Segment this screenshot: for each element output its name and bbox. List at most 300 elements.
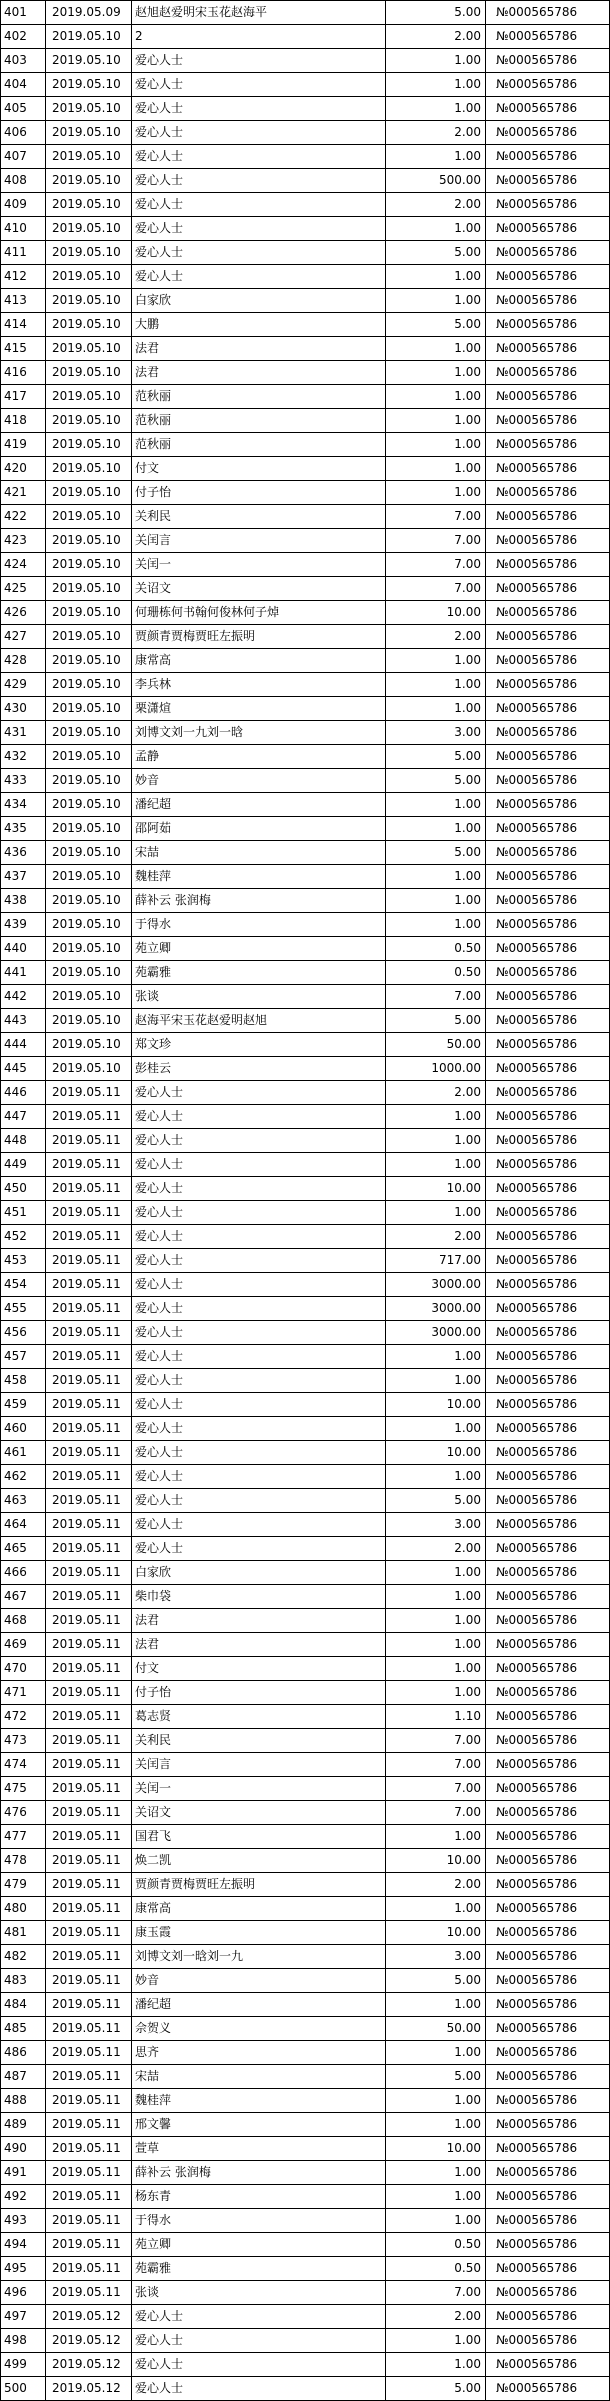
row-number-cell: 413 bbox=[1, 289, 46, 313]
table-row bbox=[1, 769, 610, 793]
donation-date-cell: 2019.05.10 bbox=[46, 1033, 132, 1057]
receipt-number-cell: №000565786 bbox=[486, 1321, 610, 1345]
donor-name-cell: 爱心人士 bbox=[132, 2353, 386, 2377]
row-number-cell: 452 bbox=[1, 1225, 46, 1249]
row-number-cell: 443 bbox=[1, 1009, 46, 1033]
donation-amount-cell: 2.00 bbox=[386, 1081, 486, 1105]
donation-date-cell: 2019.05.10 bbox=[46, 289, 132, 313]
row-number-cell: 448 bbox=[1, 1129, 46, 1153]
table-row bbox=[1, 1513, 610, 1537]
receipt-number-cell: №000565786 bbox=[486, 1729, 610, 1753]
donation-amount-cell: 1.00 bbox=[386, 289, 486, 313]
row-number-cell: 405 bbox=[1, 97, 46, 121]
table-row bbox=[1, 745, 610, 769]
row-number-cell: 428 bbox=[1, 649, 46, 673]
donor-name-cell: 魏桂萍 bbox=[132, 865, 386, 889]
donation-date-cell: 2019.05.11 bbox=[46, 1417, 132, 1441]
donation-amount-cell: 1.00 bbox=[386, 1345, 486, 1369]
table-row bbox=[1, 2233, 610, 2257]
donation-amount-cell: 10.00 bbox=[386, 1921, 486, 1945]
donation-date-cell: 2019.05.10 bbox=[46, 409, 132, 433]
table-row bbox=[1, 1, 610, 25]
donor-name-cell: 刘博文刘一九刘一晗 bbox=[132, 721, 386, 745]
donation-amount-cell: 1.00 bbox=[386, 385, 486, 409]
donation-amount-cell: 5.00 bbox=[386, 769, 486, 793]
donor-name-cell: 爱心人士 bbox=[132, 1513, 386, 1537]
table-row bbox=[1, 385, 610, 409]
table-row bbox=[1, 169, 610, 193]
donation-date-cell: 2019.05.10 bbox=[46, 649, 132, 673]
row-number-cell: 406 bbox=[1, 121, 46, 145]
donation-amount-cell: 1.00 bbox=[386, 409, 486, 433]
table-row bbox=[1, 1969, 610, 1993]
row-number-cell: 459 bbox=[1, 1393, 46, 1417]
table-row bbox=[1, 1753, 610, 1777]
row-number-cell: 403 bbox=[1, 49, 46, 73]
row-number-cell: 414 bbox=[1, 313, 46, 337]
table-row bbox=[1, 1537, 610, 1561]
table-row bbox=[1, 73, 610, 97]
row-number-cell: 474 bbox=[1, 1753, 46, 1777]
donation-amount-cell: 7.00 bbox=[386, 577, 486, 601]
donation-amount-cell: 3.00 bbox=[386, 721, 486, 745]
receipt-number-cell: №000565786 bbox=[486, 1873, 610, 1897]
table-row bbox=[1, 961, 610, 985]
row-number-cell: 411 bbox=[1, 241, 46, 265]
donation-amount-cell: 10.00 bbox=[386, 1441, 486, 1465]
donor-name-cell: 柴巾袋 bbox=[132, 1585, 386, 1609]
donor-name-cell: 于得水 bbox=[132, 913, 386, 937]
row-number-cell: 497 bbox=[1, 2305, 46, 2329]
donation-amount-cell: 1.00 bbox=[386, 2113, 486, 2137]
row-number-cell: 402 bbox=[1, 25, 46, 49]
donation-amount-cell: 5.00 bbox=[386, 1009, 486, 1033]
donation-amount-cell: 7.00 bbox=[386, 1801, 486, 1825]
donation-date-cell: 2019.05.11 bbox=[46, 1993, 132, 2017]
donor-name-cell: 关利民 bbox=[132, 1729, 386, 1753]
donor-name-cell: 张谈 bbox=[132, 985, 386, 1009]
table-row bbox=[1, 841, 610, 865]
donation-amount-cell: 1.00 bbox=[386, 481, 486, 505]
table-row bbox=[1, 49, 610, 73]
table-row bbox=[1, 1945, 610, 1969]
donation-date-cell: 2019.05.10 bbox=[46, 865, 132, 889]
donation-amount-cell: 1.00 bbox=[386, 145, 486, 169]
donation-date-cell: 2019.05.11 bbox=[46, 2089, 132, 2113]
row-number-cell: 410 bbox=[1, 217, 46, 241]
donation-amount-cell: 7.00 bbox=[386, 505, 486, 529]
receipt-number-cell: №000565786 bbox=[486, 361, 610, 385]
donation-amount-cell: 1.00 bbox=[386, 1465, 486, 1489]
receipt-number-cell: №000565786 bbox=[486, 673, 610, 697]
donor-name-cell: 法君 bbox=[132, 361, 386, 385]
donation-amount-cell: 1.00 bbox=[386, 889, 486, 913]
donor-name-cell: 白家欣 bbox=[132, 1561, 386, 1585]
donation-date-cell: 2019.05.10 bbox=[46, 577, 132, 601]
receipt-number-cell: №000565786 bbox=[486, 1, 610, 25]
receipt-number-cell: №000565786 bbox=[486, 1849, 610, 1873]
donation-date-cell: 2019.05.10 bbox=[46, 985, 132, 1009]
donation-date-cell: 2019.05.11 bbox=[46, 1777, 132, 1801]
receipt-number-cell: №000565786 bbox=[486, 337, 610, 361]
row-number-cell: 463 bbox=[1, 1489, 46, 1513]
donation-amount-cell: 1.00 bbox=[386, 1369, 486, 1393]
donor-name-cell: 关诏文 bbox=[132, 577, 386, 601]
donation-date-cell: 2019.05.10 bbox=[46, 913, 132, 937]
row-number-cell: 472 bbox=[1, 1705, 46, 1729]
row-number-cell: 451 bbox=[1, 1201, 46, 1225]
donor-name-cell: 范秋丽 bbox=[132, 385, 386, 409]
donor-name-cell: 法君 bbox=[132, 337, 386, 361]
donor-name-cell: 魏桂萍 bbox=[132, 2089, 386, 2113]
table-row bbox=[1, 529, 610, 553]
donor-name-cell: 关闰一 bbox=[132, 1777, 386, 1801]
donation-amount-cell: 5.00 bbox=[386, 2065, 486, 2089]
donor-name-cell: 李兵林 bbox=[132, 673, 386, 697]
donation-date-cell: 2019.05.11 bbox=[46, 1729, 132, 1753]
receipt-number-cell: №000565786 bbox=[486, 217, 610, 241]
donation-date-cell: 2019.05.11 bbox=[46, 1153, 132, 1177]
donation-date-cell: 2019.05.11 bbox=[46, 1897, 132, 1921]
donation-date-cell: 2019.05.11 bbox=[46, 1657, 132, 1681]
table-row bbox=[1, 937, 610, 961]
donor-name-cell: 付文 bbox=[132, 1657, 386, 1681]
donor-name-cell: 焕二凯 bbox=[132, 1849, 386, 1873]
donation-date-cell: 2019.05.11 bbox=[46, 1441, 132, 1465]
donor-name-cell: 爱心人士 bbox=[132, 97, 386, 121]
receipt-number-cell: №000565786 bbox=[486, 1009, 610, 1033]
donor-name-cell: 爱心人士 bbox=[132, 49, 386, 73]
receipt-number-cell: №000565786 bbox=[486, 553, 610, 577]
table-row bbox=[1, 1393, 610, 1417]
donation-date-cell: 2019.05.10 bbox=[46, 625, 132, 649]
donation-date-cell: 2019.05.11 bbox=[46, 1825, 132, 1849]
table-row bbox=[1, 1657, 610, 1681]
donor-name-cell: 爱心人士 bbox=[132, 1441, 386, 1465]
row-number-cell: 434 bbox=[1, 793, 46, 817]
donation-amount-cell: 7.00 bbox=[386, 2281, 486, 2305]
row-number-cell: 466 bbox=[1, 1561, 46, 1585]
table-row bbox=[1, 1585, 610, 1609]
donor-name-cell: 爱心人士 bbox=[132, 1177, 386, 1201]
row-number-cell: 461 bbox=[1, 1441, 46, 1465]
donation-amount-cell: 1.00 bbox=[386, 2161, 486, 2185]
donation-date-cell: 2019.05.10 bbox=[46, 73, 132, 97]
donation-amount-cell: 2.00 bbox=[386, 625, 486, 649]
donor-name-cell: 关利民 bbox=[132, 505, 386, 529]
receipt-number-cell: №000565786 bbox=[486, 1249, 610, 1273]
donor-name-cell: 爱心人士 bbox=[132, 169, 386, 193]
row-number-cell: 415 bbox=[1, 337, 46, 361]
donation-amount-cell: 5.00 bbox=[386, 1, 486, 25]
table-row bbox=[1, 673, 610, 697]
receipt-number-cell: №000565786 bbox=[486, 1705, 610, 1729]
receipt-number-cell: №000565786 bbox=[486, 49, 610, 73]
donation-date-cell: 2019.05.10 bbox=[46, 889, 132, 913]
donation-date-cell: 2019.05.11 bbox=[46, 1609, 132, 1633]
donation-amount-cell: 7.00 bbox=[386, 985, 486, 1009]
donor-name-cell: 杨东青 bbox=[132, 2185, 386, 2209]
row-number-cell: 420 bbox=[1, 457, 46, 481]
table-row bbox=[1, 1609, 610, 1633]
donation-amount-cell: 1.00 bbox=[386, 1201, 486, 1225]
receipt-number-cell: №000565786 bbox=[486, 289, 610, 313]
donor-name-cell: 宋喆 bbox=[132, 841, 386, 865]
donation-amount-cell: 3000.00 bbox=[386, 1273, 486, 1297]
row-number-cell: 431 bbox=[1, 721, 46, 745]
donation-date-cell: 2019.05.11 bbox=[46, 1705, 132, 1729]
donor-name-cell: 爱心人士 bbox=[132, 1417, 386, 1441]
donor-name-cell: 孟静 bbox=[132, 745, 386, 769]
row-number-cell: 401 bbox=[1, 1, 46, 25]
ledger-body bbox=[1, 1, 610, 2401]
receipt-number-cell: №000565786 bbox=[486, 985, 610, 1009]
table-row bbox=[1, 1921, 610, 1945]
donation-amount-cell: 1.00 bbox=[386, 457, 486, 481]
donation-amount-cell: 5.00 bbox=[386, 241, 486, 265]
donation-date-cell: 2019.05.11 bbox=[46, 1393, 132, 1417]
donation-amount-cell: 10.00 bbox=[386, 601, 486, 625]
row-number-cell: 482 bbox=[1, 1945, 46, 1969]
donor-name-cell: 关诏文 bbox=[132, 1801, 386, 1825]
row-number-cell: 464 bbox=[1, 1513, 46, 1537]
donor-name-cell: 妙音 bbox=[132, 769, 386, 793]
row-number-cell: 467 bbox=[1, 1585, 46, 1609]
donation-date-cell: 2019.05.10 bbox=[46, 265, 132, 289]
donor-name-cell: 付子怡 bbox=[132, 481, 386, 505]
donation-date-cell: 2019.05.11 bbox=[46, 1297, 132, 1321]
donation-amount-cell: 1.00 bbox=[386, 73, 486, 97]
row-number-cell: 427 bbox=[1, 625, 46, 649]
receipt-number-cell: №000565786 bbox=[486, 1897, 610, 1921]
donation-date-cell: 2019.05.12 bbox=[46, 2305, 132, 2329]
receipt-number-cell: №000565786 bbox=[486, 121, 610, 145]
table-row bbox=[1, 1009, 610, 1033]
donor-name-cell: 大鹏 bbox=[132, 313, 386, 337]
donor-name-cell: 邵阿茹 bbox=[132, 817, 386, 841]
receipt-number-cell: №000565786 bbox=[486, 2065, 610, 2089]
donation-date-cell: 2019.05.10 bbox=[46, 481, 132, 505]
row-number-cell: 458 bbox=[1, 1369, 46, 1393]
donation-date-cell: 2019.05.12 bbox=[46, 2329, 132, 2353]
table-row bbox=[1, 1225, 610, 1249]
donor-name-cell: 爱心人士 bbox=[132, 121, 386, 145]
donor-name-cell: 白家欣 bbox=[132, 289, 386, 313]
donation-date-cell: 2019.05.11 bbox=[46, 1273, 132, 1297]
receipt-number-cell: №000565786 bbox=[486, 1993, 610, 2017]
receipt-number-cell: №000565786 bbox=[486, 1825, 610, 1849]
table-row bbox=[1, 697, 610, 721]
donation-date-cell: 2019.05.11 bbox=[46, 1129, 132, 1153]
donor-name-cell: 爱心人士 bbox=[132, 2305, 386, 2329]
donation-date-cell: 2019.05.10 bbox=[46, 817, 132, 841]
donation-amount-cell: 1.00 bbox=[386, 649, 486, 673]
donor-name-cell: 于得水 bbox=[132, 2209, 386, 2233]
donor-name-cell: 赵旭赵爱明宋玉花赵海平 bbox=[132, 1, 386, 25]
donation-amount-cell: 0.50 bbox=[386, 2233, 486, 2257]
donation-amount-cell: 1.00 bbox=[386, 337, 486, 361]
receipt-number-cell: №000565786 bbox=[486, 913, 610, 937]
donor-name-cell: 爱心人士 bbox=[132, 217, 386, 241]
receipt-number-cell: №000565786 bbox=[486, 1033, 610, 1057]
donation-date-cell: 2019.05.10 bbox=[46, 433, 132, 457]
donor-name-cell: 康常高 bbox=[132, 1897, 386, 1921]
receipt-number-cell: №000565786 bbox=[486, 697, 610, 721]
donor-name-cell: 苑霸雅 bbox=[132, 961, 386, 985]
table-row bbox=[1, 577, 610, 601]
donation-amount-cell: 1.00 bbox=[386, 913, 486, 937]
donor-name-cell: 贾颜青贾梅贾旺左振明 bbox=[132, 625, 386, 649]
table-row bbox=[1, 2113, 610, 2137]
row-number-cell: 437 bbox=[1, 865, 46, 889]
receipt-number-cell: №000565786 bbox=[486, 1537, 610, 1561]
donor-name-cell: 爱心人士 bbox=[132, 1105, 386, 1129]
donation-date-cell: 2019.05.11 bbox=[46, 1969, 132, 1993]
receipt-number-cell: №000565786 bbox=[486, 1969, 610, 1993]
donation-amount-cell: 50.00 bbox=[386, 1033, 486, 1057]
table-row bbox=[1, 1345, 610, 1369]
receipt-number-cell: №000565786 bbox=[486, 625, 610, 649]
receipt-number-cell: №000565786 bbox=[486, 1417, 610, 1441]
donor-name-cell: 关闰言 bbox=[132, 529, 386, 553]
donation-date-cell: 2019.05.11 bbox=[46, 1921, 132, 1945]
donor-name-cell: 爱心人士 bbox=[132, 1345, 386, 1369]
donation-amount-cell: 1.00 bbox=[386, 217, 486, 241]
table-row bbox=[1, 2185, 610, 2209]
donor-name-cell: 爱心人士 bbox=[132, 2329, 386, 2353]
donation-date-cell: 2019.05.10 bbox=[46, 841, 132, 865]
receipt-number-cell: №000565786 bbox=[486, 2209, 610, 2233]
row-number-cell: 438 bbox=[1, 889, 46, 913]
row-number-cell: 480 bbox=[1, 1897, 46, 1921]
donation-date-cell: 2019.05.11 bbox=[46, 1849, 132, 1873]
table-row bbox=[1, 2065, 610, 2089]
row-number-cell: 444 bbox=[1, 1033, 46, 1057]
donation-date-cell: 2019.05.10 bbox=[46, 505, 132, 529]
donation-amount-cell: 2.00 bbox=[386, 1225, 486, 1249]
row-number-cell: 424 bbox=[1, 553, 46, 577]
row-number-cell: 436 bbox=[1, 841, 46, 865]
donation-amount-cell: 1.00 bbox=[386, 2209, 486, 2233]
donation-date-cell: 2019.05.11 bbox=[46, 2209, 132, 2233]
receipt-number-cell: №000565786 bbox=[486, 2377, 610, 2401]
donor-name-cell: 潘纪超 bbox=[132, 793, 386, 817]
table-row bbox=[1, 1705, 610, 1729]
row-number-cell: 450 bbox=[1, 1177, 46, 1201]
row-number-cell: 471 bbox=[1, 1681, 46, 1705]
donation-date-cell: 2019.05.10 bbox=[46, 361, 132, 385]
donation-amount-cell: 1.00 bbox=[386, 1609, 486, 1633]
donor-name-cell: 爱心人士 bbox=[132, 1153, 386, 1177]
donor-name-cell: 爱心人士 bbox=[132, 1369, 386, 1393]
donor-name-cell: 2 bbox=[132, 25, 386, 49]
donation-amount-cell: 1000.00 bbox=[386, 1057, 486, 1081]
donation-date-cell: 2019.05.10 bbox=[46, 241, 132, 265]
receipt-number-cell: №000565786 bbox=[486, 1801, 610, 1825]
table-row bbox=[1, 2137, 610, 2161]
donor-name-cell: 爱心人士 bbox=[132, 145, 386, 169]
donation-amount-cell: 5.00 bbox=[386, 841, 486, 865]
table-row bbox=[1, 193, 610, 217]
donation-amount-cell: 7.00 bbox=[386, 1753, 486, 1777]
donation-date-cell: 2019.05.11 bbox=[46, 2233, 132, 2257]
donation-amount-cell: 1.00 bbox=[386, 673, 486, 697]
receipt-number-cell: №000565786 bbox=[486, 1489, 610, 1513]
donation-amount-cell: 5.00 bbox=[386, 313, 486, 337]
donation-amount-cell: 1.10 bbox=[386, 1705, 486, 1729]
donation-date-cell: 2019.05.11 bbox=[46, 2161, 132, 2185]
donation-amount-cell: 2.00 bbox=[386, 121, 486, 145]
row-number-cell: 439 bbox=[1, 913, 46, 937]
table-row bbox=[1, 985, 610, 1009]
donation-amount-cell: 1.00 bbox=[386, 1129, 486, 1153]
table-row bbox=[1, 1249, 610, 1273]
receipt-number-cell: №000565786 bbox=[486, 1657, 610, 1681]
row-number-cell: 416 bbox=[1, 361, 46, 385]
donation-date-cell: 2019.05.11 bbox=[46, 1753, 132, 1777]
table-row bbox=[1, 1633, 610, 1657]
donation-amount-cell: 1.00 bbox=[386, 865, 486, 889]
table-row bbox=[1, 865, 610, 889]
donation-amount-cell: 1.00 bbox=[386, 265, 486, 289]
donation-date-cell: 2019.05.11 bbox=[46, 1801, 132, 1825]
donation-date-cell: 2019.05.10 bbox=[46, 25, 132, 49]
donor-name-cell: 关闰言 bbox=[132, 1753, 386, 1777]
table-row bbox=[1, 1489, 610, 1513]
donor-name-cell: 爱心人士 bbox=[132, 1465, 386, 1489]
receipt-number-cell: №000565786 bbox=[486, 1441, 610, 1465]
donor-name-cell: 爱心人士 bbox=[132, 73, 386, 97]
donor-name-cell: 葛志贤 bbox=[132, 1705, 386, 1729]
row-number-cell: 500 bbox=[1, 2377, 46, 2401]
table-row bbox=[1, 1873, 610, 1897]
receipt-number-cell: №000565786 bbox=[486, 2257, 610, 2281]
donor-name-cell: 爱心人士 bbox=[132, 1249, 386, 1273]
row-number-cell: 421 bbox=[1, 481, 46, 505]
donation-date-cell: 2019.05.11 bbox=[46, 1225, 132, 1249]
receipt-number-cell: №000565786 bbox=[486, 1225, 610, 1249]
donor-name-cell: 爱心人士 bbox=[132, 241, 386, 265]
receipt-number-cell: №000565786 bbox=[486, 865, 610, 889]
table-row bbox=[1, 217, 610, 241]
table-row bbox=[1, 265, 610, 289]
donation-date-cell: 2019.05.10 bbox=[46, 745, 132, 769]
table-row bbox=[1, 97, 610, 121]
donor-name-cell: 爱心人士 bbox=[132, 1129, 386, 1153]
donor-name-cell: 法君 bbox=[132, 1609, 386, 1633]
receipt-number-cell: №000565786 bbox=[486, 1153, 610, 1177]
table-row bbox=[1, 1057, 610, 1081]
donor-name-cell: 邢文馨 bbox=[132, 2113, 386, 2137]
receipt-number-cell: №000565786 bbox=[486, 2281, 610, 2305]
row-number-cell: 489 bbox=[1, 2113, 46, 2137]
donor-name-cell: 爱心人士 bbox=[132, 1081, 386, 1105]
donor-name-cell: 国君飞 bbox=[132, 1825, 386, 1849]
table-row bbox=[1, 1081, 610, 1105]
donation-amount-cell: 1.00 bbox=[386, 433, 486, 457]
receipt-number-cell: №000565786 bbox=[486, 745, 610, 769]
table-row bbox=[1, 1105, 610, 1129]
receipt-number-cell: №000565786 bbox=[486, 2233, 610, 2257]
receipt-number-cell: №000565786 bbox=[486, 841, 610, 865]
receipt-number-cell: №000565786 bbox=[486, 481, 610, 505]
donation-date-cell: 2019.05.10 bbox=[46, 769, 132, 793]
donation-amount-cell: 3.00 bbox=[386, 1513, 486, 1537]
donation-date-cell: 2019.05.11 bbox=[46, 1345, 132, 1369]
row-number-cell: 453 bbox=[1, 1249, 46, 1273]
donor-name-cell: 苑立卿 bbox=[132, 2233, 386, 2257]
row-number-cell: 469 bbox=[1, 1633, 46, 1657]
